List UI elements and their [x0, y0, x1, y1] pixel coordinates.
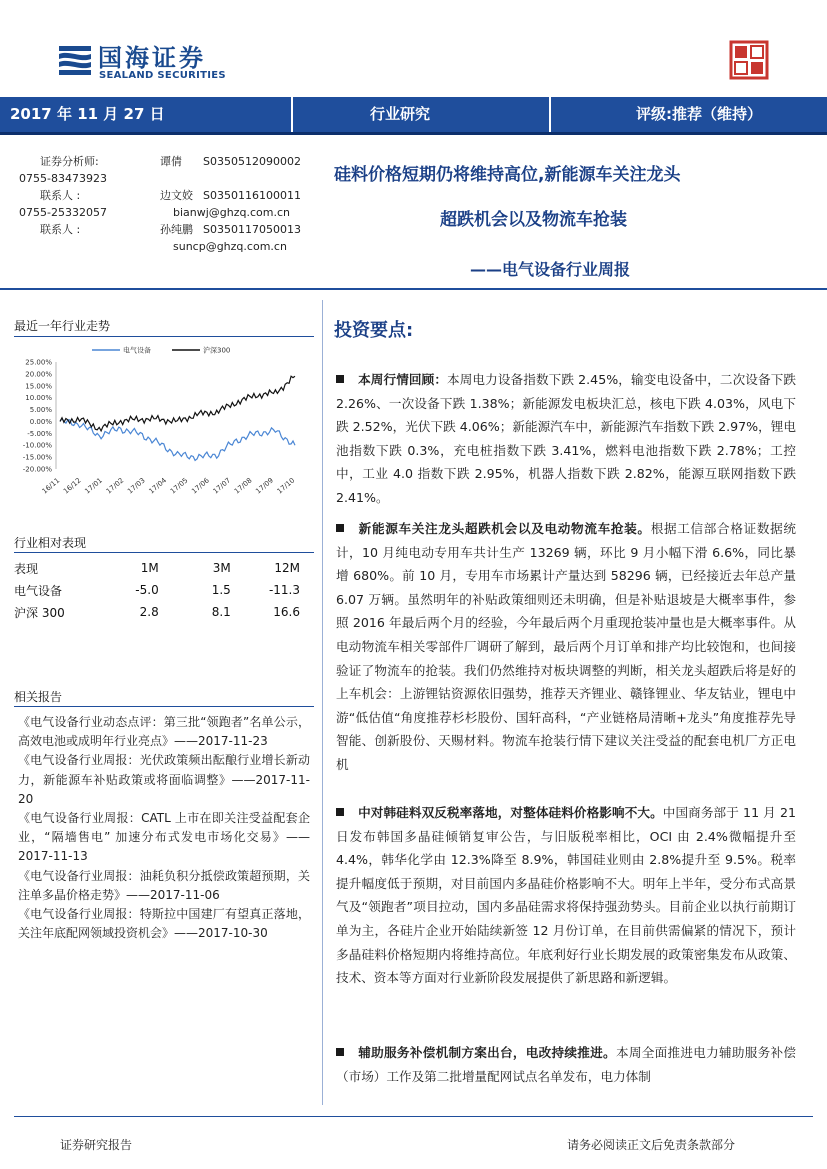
related-reports-label: 相关报告 — [14, 690, 63, 704]
report-title-line1: 硅料价格短期仍将维持高位,新能源车关注龙头 — [334, 165, 681, 185]
table-cell: 2.8 — [139, 605, 159, 619]
invest-point — [336, 517, 796, 777]
analyst-role: 证券分析师: — [40, 155, 99, 168]
bullet-icon — [336, 524, 344, 532]
table-cell: 沪深 300 — [14, 605, 65, 620]
x-tick-label: 17/10 — [275, 476, 297, 496]
legend-label: 电气设备 — [123, 346, 151, 355]
table-row — [14, 579, 314, 601]
footer-rule — [14, 1116, 813, 1117]
section-rule — [14, 336, 314, 337]
table-header-cell: 1M — [140, 561, 159, 575]
column-divider — [322, 300, 323, 1105]
x-tick-label: 17/01 — [83, 476, 105, 496]
y-tick-label: 10.00% — [25, 394, 52, 403]
analyst-name: 谭倩 — [160, 155, 182, 168]
invest-point — [336, 368, 796, 510]
report-type: 行业研究 — [370, 105, 431, 123]
invest-point-body: 中国商务部于 11 月 21 日发布韩国多晶硅倾销复审公告，与旧版税率相比，OCI 由 2.4%微幅提升至 4.4%，韩华化学由 12.3%降至 8.9%，韩国硅业则由 2.8%提升至 9.5%。税率提升幅度低于预期，对目前国内多晶硅价格影响不大。明年上半年，受分布式高景气及“领跑者”项目拉动，国内多晶硅需求将保持强劲势头。目前企业以执行前期订单为主，各硅片企业开始陆续新签 12 月份订单，在目前供需偏紧的情况下，预计多晶硅料价格短期内将维持高位。年底利好行业长期发展的政策密集发布从政策、技术、资本等方面对行业新阶段发展提供了新思路和新逻辑。 — [336, 805, 797, 986]
y-tick-label: -5.00% — [27, 429, 52, 438]
table-cell: 16.6 — [273, 605, 300, 619]
y-tick-label: 25.00% — [25, 358, 52, 367]
x-tick-label: 16/11 — [40, 476, 62, 496]
y-tick-label: -15.00% — [22, 453, 52, 462]
related-report-item[interactable]: 《电气设备行业周报：特斯拉中国建厂有望真正落地，关注年底配网领域投资机会》——2017-10-30 — [18, 907, 310, 941]
x-tick-label: 17/06 — [190, 476, 211, 496]
x-tick-label: 17/04 — [147, 476, 169, 496]
series-line — [60, 376, 295, 431]
invest-point-lead: 本周行情回顾： — [358, 372, 448, 387]
report-subtitle: ——电气设备行业周报 — [470, 260, 631, 279]
x-tick-label: 17/07 — [211, 476, 233, 496]
related-reports-list — [18, 713, 310, 943]
analyst-email: bianwj@ghzq.com.cn — [173, 206, 291, 219]
analyst-phone: 0755-83473923 — [19, 172, 107, 185]
bullet-icon — [336, 1048, 344, 1056]
table-cell: -5.0 — [135, 583, 159, 597]
related-report-item[interactable]: 《电气设备行业周报：油耗负积分抵偿政策超预期，关注单多晶价格走势》——2017-11-06 — [18, 868, 310, 902]
header-divider — [291, 97, 293, 132]
y-tick-label: 20.00% — [25, 370, 52, 379]
table-header-cell: 表现 — [14, 561, 39, 576]
brand-name-en: SEALAND SECURITIES — [99, 70, 226, 81]
y-tick-label: -20.00% — [22, 465, 52, 474]
x-tick-label: 16/12 — [62, 476, 83, 496]
x-tick-label: 17/09 — [254, 476, 275, 496]
analyst-name: 边文姣 — [160, 189, 193, 202]
legend-label: 沪深300 — [203, 346, 231, 355]
related-report-item[interactable]: 《电气设备行业周报：CATL 上市在即关注受益配套企业，“隔墙售电” 加速分布式发电市场化交易》——2017-11-13 — [18, 811, 310, 864]
table-row — [14, 601, 314, 623]
sealand-logo-icon — [55, 40, 95, 78]
report-date: 2017 年 11 月 27 日 — [10, 105, 165, 123]
x-tick-label: 17/08 — [232, 476, 254, 496]
invest-point-body: 本周电力设备指数下跌 2.45%，输变电设备中，二次设备下跌 2.26%、一次设备下跌 1.38%；新能源发电板块汇总，核电下跌 4.03%，风电下跌 2.52%，光伏下跌 4.06%；新能源汽车中，新能源汽车指数下跌 2.97%，锂电池指数下跌 0.3%，充电桩指数下跌 3.41%，燃料电池指数下跌 2.78%；工控中，工业 4.0 指数下跌 2.95%，机器人指数下跌 2.82%，能源互联网指数下跌 2.41%。 — [336, 372, 797, 505]
industry-trend-chart — [14, 340, 314, 500]
section-rule — [14, 706, 314, 707]
invest-point-body: 本周全面推进电力辅助服务补偿（市场）工作及第二批增量配网试点名单发布，电力体制 — [336, 1045, 797, 1084]
invest-point — [336, 801, 796, 990]
y-tick-label: 0.00% — [29, 417, 52, 426]
report-rating: 评级:推荐（维持） — [636, 105, 762, 123]
bullet-icon — [336, 375, 344, 383]
invest-point-lead: 中对韩硅料双反税率落地，对整体硅料价格影响不大。 — [358, 805, 663, 820]
analyst-role: 联系人 : — [40, 223, 81, 236]
footer-disclaimer: 请务必阅读正文后免责条款部分 — [567, 1138, 736, 1152]
table-header-cell: 12M — [274, 561, 300, 575]
related-report-item[interactable]: 《电气设备行业动态点评：第三批“领跑者”名单公示，高效电池或成明年行业亮点》——2017-11-23 — [18, 715, 310, 749]
x-tick-label: 17/05 — [168, 476, 190, 496]
chart-section-label: 最近一年行业走势 — [14, 319, 111, 333]
invest-point-lead: 新能源车关注龙头超跌机会以及电动物流车抢装。 — [358, 521, 651, 536]
table-cell: 电气设备 — [14, 583, 63, 598]
analyst-code: S0350116100011 — [203, 189, 301, 202]
table-cell: -11.3 — [268, 583, 300, 597]
analyst-code: S0350512090002 — [203, 155, 301, 168]
y-tick-label: -10.00% — [22, 441, 52, 450]
title-rule — [0, 288, 827, 290]
invest-point — [336, 1041, 796, 1088]
analyst-role: 联系人 : — [40, 189, 81, 202]
table-cell: 1.5 — [211, 583, 231, 597]
x-tick-label: 17/02 — [104, 476, 126, 496]
x-tick-label: 17/03 — [126, 476, 147, 496]
research-seal-icon — [729, 40, 769, 80]
analyst-email: suncp@ghzq.com.cn — [173, 240, 287, 253]
report-title-line2: 超跌机会以及物流车抢装 — [440, 210, 627, 230]
series-line — [60, 418, 295, 460]
table-header-cell: 3M — [212, 561, 231, 575]
invest-title: 投资要点: — [334, 320, 414, 341]
analyst-phone: 0755-25332057 — [19, 206, 107, 219]
section-rule — [14, 552, 314, 553]
bullet-icon — [336, 808, 344, 816]
analyst-code: S0350117050013 — [203, 223, 301, 236]
performance-label: 行业相对表现 — [14, 536, 87, 550]
invest-point-lead: 辅助服务补偿机制方案出台，电改持续推进。 — [358, 1045, 616, 1060]
y-tick-label: 15.00% — [25, 382, 52, 391]
footer-left: 证券研究报告 — [60, 1138, 133, 1152]
header-divider — [549, 97, 551, 132]
related-report-item[interactable]: 《电气设备行业周报：光伏政策频出酝酿行业增长新动力，新能源车补贴政策或将面临调整》——2017-11-20 — [18, 753, 310, 806]
y-tick-label: 5.00% — [29, 406, 52, 415]
invest-point-body: 根据工信部合格证数据统计，10 月纯电动专用车共计生产 13269 辆，环比 9 月小幅下滑 6.6%，同比暴增 680%。前 10 月，专用车市场累计产量达到 58296 辆，已经接近去年总产量 6.07 万辆。虽然明年的补贴政策细则还未明确，但是补贴退坡是大概率事件，参照 2016 年最后两个月的经验，今年最后两个月重现抢装冲量也是大概率事件。从电动物流车相关零部件厂调研了解到，最后两个月订单和排产均比较饱和，也间接验证了物流车的抢装。我们仍然维持对板块调整的判断，相关龙头超跌后将是好的上车机会：上游锂钴资源依旧强势，推荐天齐锂业、赣锋锂业、华友钴业，锂电中游“低估值“角度推荐杉杉股份、国轩高科，“产业链格局清晰+龙头”角度推荐先导智能、创新股份、天赐材料。物流车抢装行情下建议关注受益的配套电机厂方正电机 — [336, 521, 797, 772]
table-header-row — [14, 557, 314, 579]
analyst-name: 孙纯鹏 — [160, 223, 193, 236]
table-cell: 8.1 — [211, 605, 231, 619]
brand-name-cn: 国海证券 — [98, 44, 206, 72]
performance-table — [14, 557, 314, 623]
